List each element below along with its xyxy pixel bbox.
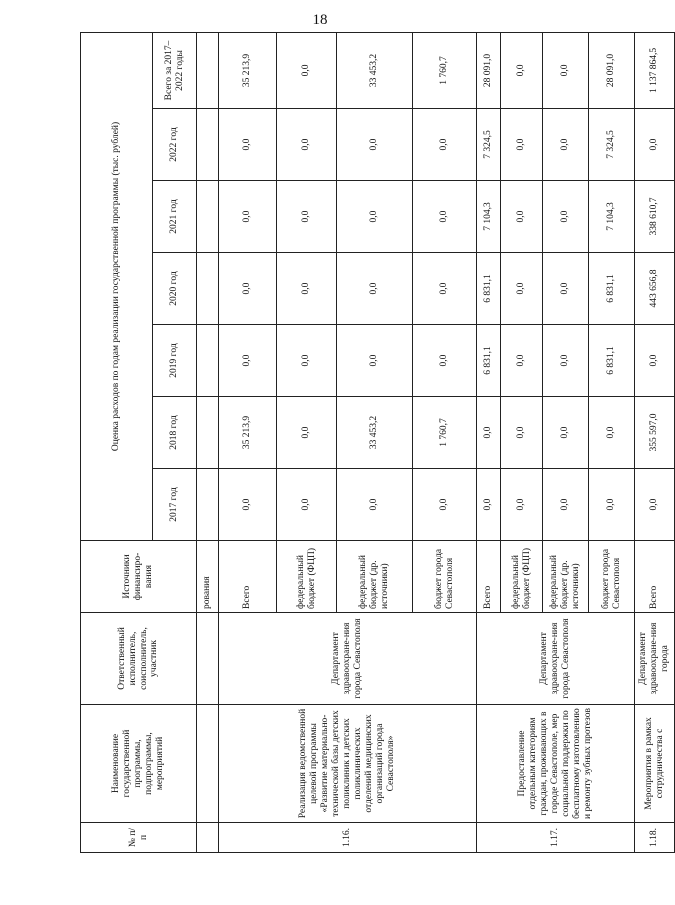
header-year: 2017 год bbox=[153, 469, 197, 541]
header-year: 2021 год bbox=[153, 181, 197, 253]
value-cell: 0,0 bbox=[413, 325, 477, 397]
value-cell: 0,0 bbox=[277, 253, 337, 325]
value-cell: 0,0 bbox=[337, 181, 413, 253]
cont-cell bbox=[197, 823, 219, 853]
row-num: 1.18. bbox=[635, 823, 675, 853]
value-cell: 0,0 bbox=[543, 109, 589, 181]
header-year: 2020 год bbox=[153, 253, 197, 325]
value-cell: 0,0 bbox=[543, 325, 589, 397]
value-cell: 0,0 bbox=[635, 469, 675, 541]
row-source: бюджет города Севастополя bbox=[589, 541, 635, 613]
cont-cell bbox=[197, 253, 219, 325]
cont-cell bbox=[197, 181, 219, 253]
value-cell: 0,0 bbox=[413, 253, 477, 325]
row-source: федеральный бюджет (др. источники) bbox=[543, 541, 589, 613]
row-source: федеральный бюджет (др. источники) bbox=[337, 541, 413, 613]
value-cell: 0,0 bbox=[501, 109, 543, 181]
row-responsible: Департамент здравоохране-ния города bbox=[635, 613, 675, 705]
value-cell: 0,0 bbox=[219, 109, 277, 181]
value-cell: 0,0 bbox=[477, 397, 501, 469]
value-cell: 338 610,7 bbox=[635, 181, 675, 253]
budget-table bbox=[80, 32, 675, 853]
header-num: № п/п bbox=[81, 823, 197, 853]
table-row bbox=[635, 32, 675, 852]
total-cell: 1 760,7 bbox=[413, 32, 477, 108]
row-responsible: Департамент здравоохране-ния города Севастополя bbox=[477, 613, 635, 705]
value-cell: 0,0 bbox=[277, 469, 337, 541]
value-cell: 355 597,0 bbox=[635, 397, 675, 469]
header-group-title: Оценка расходов по годам реализации государственной программы (тыс. рублей) bbox=[81, 32, 153, 540]
row-source: федеральный бюджет (ФЦП) bbox=[277, 541, 337, 613]
total-cell: 0,0 bbox=[277, 32, 337, 108]
value-cell: 0,0 bbox=[277, 325, 337, 397]
cont-cell bbox=[197, 705, 219, 823]
value-cell: 6 831,1 bbox=[477, 253, 501, 325]
value-cell: 33 453,2 bbox=[337, 397, 413, 469]
header-name: Наименование государственной программы, подпрограммы, мероприятий bbox=[81, 705, 197, 823]
value-cell: 0,0 bbox=[543, 397, 589, 469]
cont-cell bbox=[197, 32, 219, 108]
row-num: 1.16. bbox=[219, 823, 477, 853]
value-cell: 0,0 bbox=[635, 325, 675, 397]
value-cell: 0,0 bbox=[501, 325, 543, 397]
table-row bbox=[219, 32, 277, 852]
header-source: Источники финансиро-вания bbox=[81, 541, 197, 613]
table-row bbox=[477, 32, 501, 852]
value-cell: 0,0 bbox=[337, 469, 413, 541]
total-cell: 28 091,0 bbox=[589, 32, 635, 108]
value-cell: 443 656,8 bbox=[635, 253, 675, 325]
cont-cell bbox=[197, 397, 219, 469]
total-cell: 0,0 bbox=[543, 32, 589, 108]
row-name: Реализация ведомственной целевой программы «Развитие материально-технической базы детских поликлиник и детских поликлинических отделений медицинских организаций города Севастополя» bbox=[219, 705, 477, 823]
value-cell: 0,0 bbox=[501, 253, 543, 325]
value-cell: 0,0 bbox=[277, 181, 337, 253]
rotated-table-wrapper bbox=[80, 33, 670, 853]
total-cell: 28 091,0 bbox=[477, 32, 501, 108]
value-cell: 6 831,1 bbox=[589, 325, 635, 397]
value-cell: 0,0 bbox=[589, 397, 635, 469]
header-responsible: Ответственный исполнитель, соисполнитель, участник bbox=[81, 613, 197, 705]
value-cell: 0,0 bbox=[635, 109, 675, 181]
value-cell: 0,0 bbox=[219, 325, 277, 397]
value-cell: 0,0 bbox=[501, 181, 543, 253]
row-source: Всего bbox=[635, 541, 675, 613]
value-cell: 0,0 bbox=[337, 253, 413, 325]
value-cell: 0,0 bbox=[477, 469, 501, 541]
total-cell: 35 213,9 bbox=[219, 32, 277, 108]
cont-cell bbox=[197, 109, 219, 181]
value-cell: 1 760,7 bbox=[413, 397, 477, 469]
value-cell: 6 831,1 bbox=[589, 253, 635, 325]
value-cell: 0,0 bbox=[589, 469, 635, 541]
row-source: Всего bbox=[219, 541, 277, 613]
value-cell: 0,0 bbox=[543, 469, 589, 541]
header-year: 2019 год bbox=[153, 325, 197, 397]
row-responsible: Департамент здравоохране-ния города Севастополя bbox=[219, 613, 477, 705]
row-name: Предоставление отдельным категориям граждан, проживающих в городе Севастополе, мер социальной поддержки по бесплатному изготовлению и ремонту зубных протезов bbox=[477, 705, 635, 823]
cont-cell bbox=[197, 469, 219, 541]
cont-source: рования bbox=[197, 541, 219, 613]
value-cell: 0,0 bbox=[219, 469, 277, 541]
value-cell: 7 324,5 bbox=[589, 109, 635, 181]
value-cell: 0,0 bbox=[277, 397, 337, 469]
value-cell: 0,0 bbox=[501, 469, 543, 541]
row-num: 1.17. bbox=[477, 823, 635, 853]
total-cell: 33 453,2 bbox=[337, 32, 413, 108]
cont-cell bbox=[197, 613, 219, 705]
row-source: федеральный бюджет (ФЦП) bbox=[501, 541, 543, 613]
header-year: 2018 год bbox=[153, 397, 197, 469]
value-cell: 6 831,1 bbox=[477, 325, 501, 397]
row-name: Мероприятия в рамках сотрудничества с bbox=[635, 705, 675, 823]
value-cell: 0,0 bbox=[219, 181, 277, 253]
value-cell: 0,0 bbox=[413, 181, 477, 253]
value-cell: 7 324,5 bbox=[477, 109, 501, 181]
value-cell: 35 213,9 bbox=[219, 397, 277, 469]
value-cell: 0,0 bbox=[337, 109, 413, 181]
header-total: Всего за 2017–2022 годы bbox=[153, 32, 197, 108]
header-year: 2022 год bbox=[153, 109, 197, 181]
value-cell: 0,0 bbox=[501, 397, 543, 469]
cont-cell bbox=[197, 325, 219, 397]
total-cell: 0,0 bbox=[501, 32, 543, 108]
row-source: бюджет города Севастополя bbox=[413, 541, 477, 613]
page-number: 18 bbox=[312, 12, 328, 28]
value-cell: 7 104,3 bbox=[589, 181, 635, 253]
value-cell: 0,0 bbox=[543, 181, 589, 253]
row-source: Всего bbox=[477, 541, 501, 613]
value-cell: 7 104,3 bbox=[477, 181, 501, 253]
value-cell: 0,0 bbox=[543, 253, 589, 325]
value-cell: 0,0 bbox=[337, 325, 413, 397]
value-cell: 0,0 bbox=[277, 109, 337, 181]
total-cell: 1 137 864,5 bbox=[635, 32, 675, 108]
value-cell: 0,0 bbox=[413, 469, 477, 541]
value-cell: 0,0 bbox=[219, 253, 277, 325]
value-cell: 0,0 bbox=[413, 109, 477, 181]
